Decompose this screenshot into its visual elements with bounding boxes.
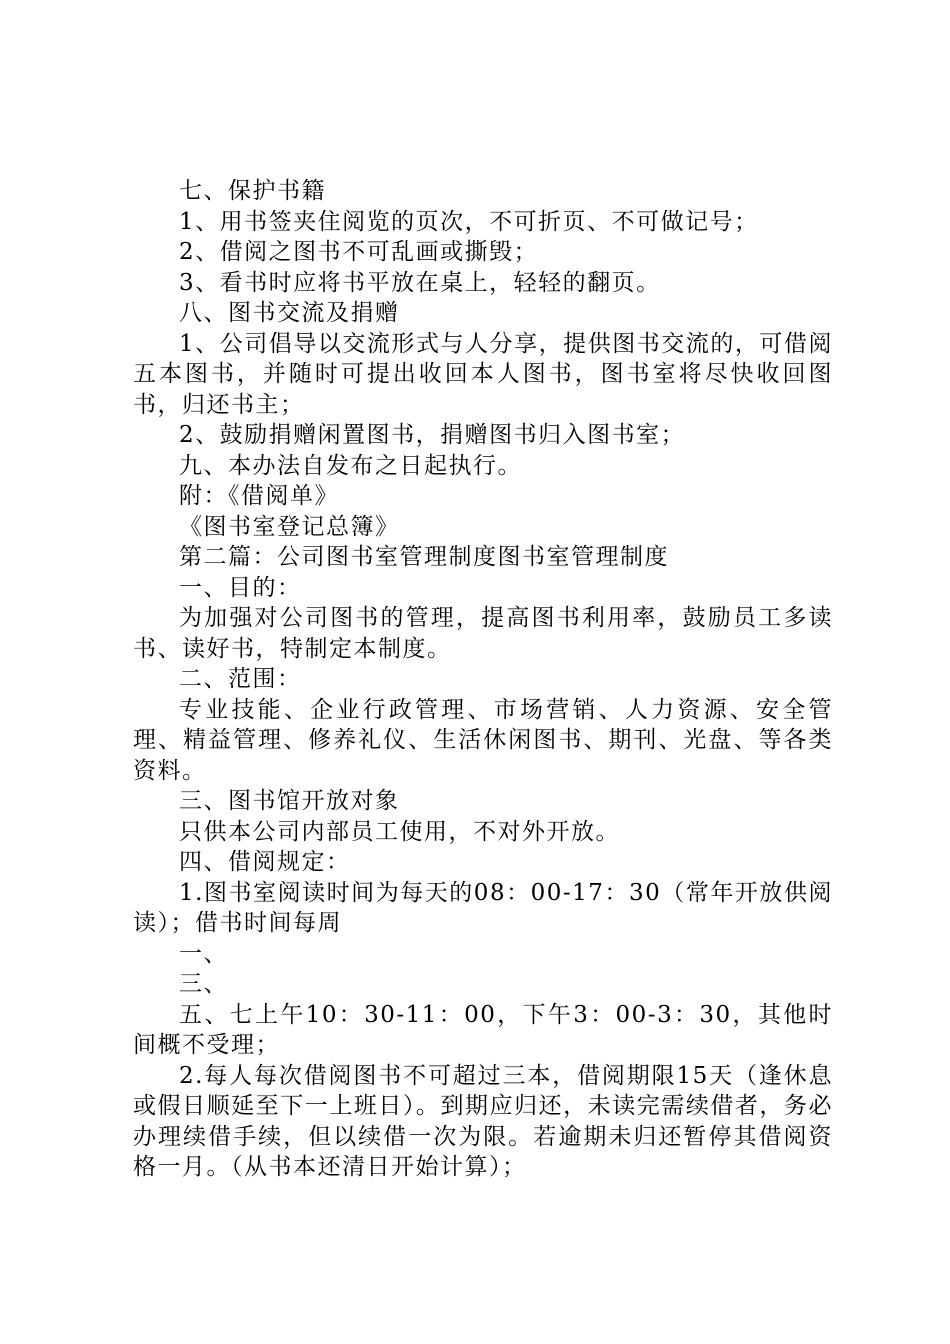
paragraph: 八、图书交流及捐赠 — [179, 300, 400, 326]
paragraph: 四、借阅规定： — [179, 849, 351, 875]
paragraph: 3、看书时应将书平放在桌上，轻轻的翻页。 — [179, 269, 661, 296]
paragraph: 九、本办法自发布之日起执行。 — [179, 452, 522, 479]
section-heading: 第二篇：公司图书室管理制度图书室管理制度 — [179, 544, 669, 570]
paragraph: 2.每人每次借阅图书不可超过三本，借阅期限15天（逢休息或假日顺延至下一上班日）。到期应归还，未读完需续借者，务必办理续借手续，但以续借一次为限。若逾期未归还暂停其借阅资格一月。（从书本还清日开始计算）； — [133, 1062, 833, 1180]
paragraph: 1.图书室阅读时间为每天的08：00-17：30（常年开放供阅读）；借书时间每周 — [133, 879, 833, 936]
paragraph: 《图书室登记总簿》 — [179, 513, 400, 540]
paragraph: 五、七上午10：30-11：00，下午3：00-3：30，其他时间概不受理； — [133, 1001, 833, 1058]
paragraph: 为加强对公司图书的管理，提高图书利用率，鼓励员工多读书、读好书，特制定本制度。 — [133, 605, 833, 662]
paragraph: 1、公司倡导以交流形式与人分享，提供图书交流的，可借阅五本图书，并随时可提出收回本人图书，图书室将尽快收回图书，归还书主； — [133, 330, 833, 418]
paragraph: 附：《借阅单》 — [179, 483, 339, 509]
paragraph: 一、目的： — [179, 574, 302, 601]
paragraph: 七、保护书籍 — [179, 178, 326, 204]
paragraph: 2、借阅之图书不可乱画或撕毁； — [179, 239, 539, 265]
paragraph: 三、图书馆开放对象 — [179, 788, 400, 814]
paragraph: 专业技能、企业行政管理、市场营销、人力资源、安全管理、精益管理、修养礼仪、生活休闲图书、期刊、光盘、等各类资料。 — [133, 696, 833, 784]
document-body — [133, 176, 833, 1183]
paragraph: 只供本公司内部员工使用，不对外开放。 — [179, 818, 620, 845]
paragraph: 二、范围： — [179, 666, 302, 692]
paragraph: 2、鼓励捐赠闲置图书，捐赠图书归入图书室； — [179, 422, 686, 448]
paragraph: 1、用书签夹住阅览的页次，不可折页、不可做记号； — [179, 208, 759, 235]
paragraph: 一、 — [179, 940, 228, 967]
paragraph: 三、 — [179, 971, 228, 997]
